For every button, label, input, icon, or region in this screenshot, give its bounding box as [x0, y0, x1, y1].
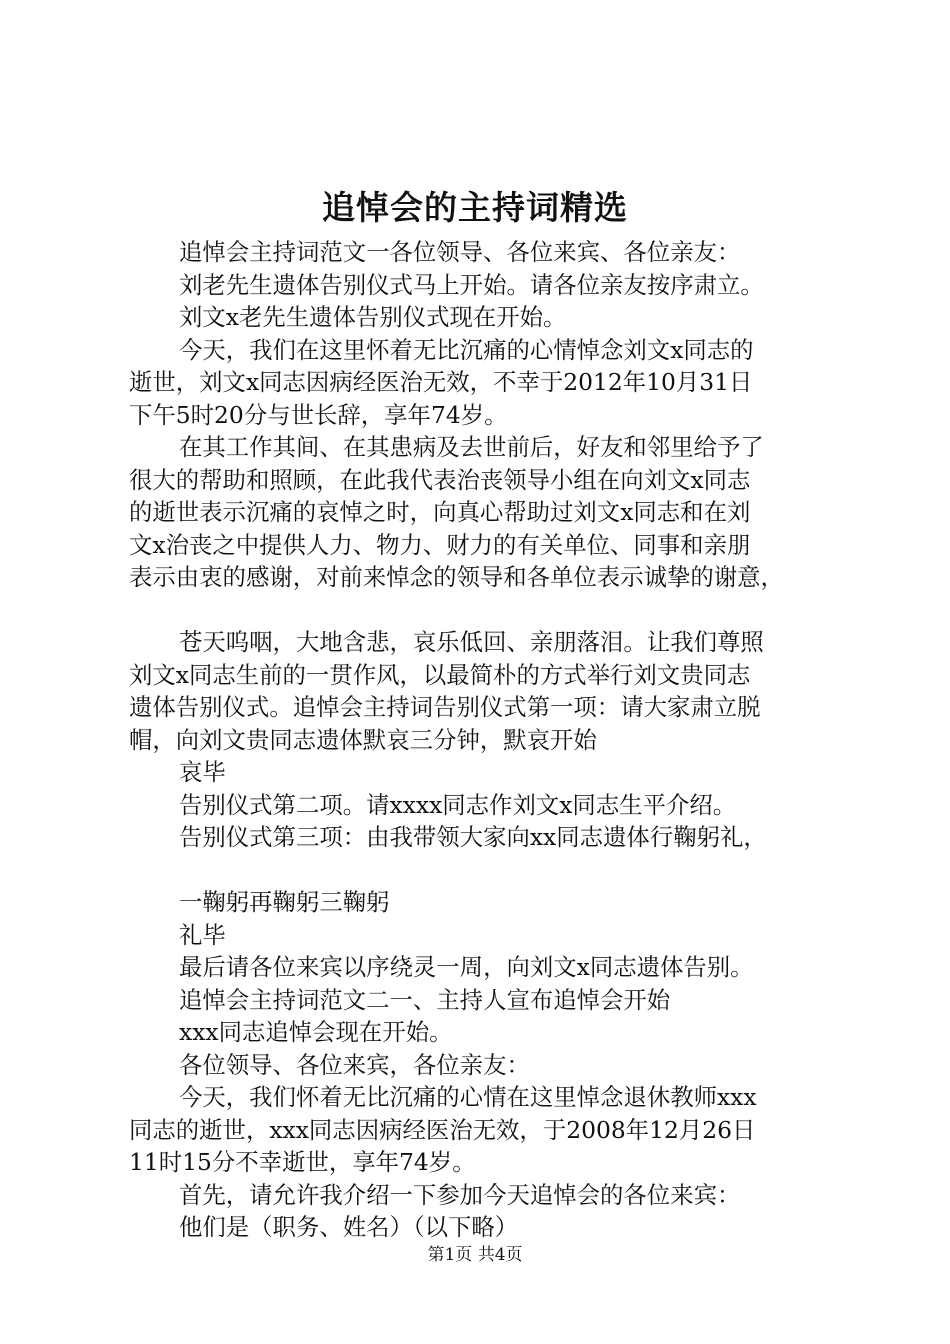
- document-body: [129, 236, 841, 1244]
- text-line: 哀毕: [179, 758, 226, 786]
- text-line: 同志的逝世，xxx同志因病经医治无效，于2008年12月26日: [129, 1115, 756, 1144]
- text-line: 下午5时20分与世长辞，享年74岁。: [129, 400, 508, 429]
- text-line: 文x治丧之中提供人力、物力、财力的有关单位、同事和亲朋: [129, 530, 751, 559]
- document-title: 追悼会的主持词精选: [322, 188, 628, 227]
- text-line: 帽，向刘文贵同志遗体默哀三分钟，默哀开始: [129, 725, 597, 754]
- text-line: xxx同志追悼会现在开始。: [179, 1018, 453, 1046]
- text-line: 今天，我们怀着无比沉痛的心情在这里悼念退休教师xxx: [179, 1083, 757, 1111]
- text-line: 表示由衷的感谢，对前来悼念的领导和各单位表示诚挚的谢意，: [129, 563, 784, 591]
- text-line: 逝世，刘文x同志因病经医治无效，不幸于2012年10月31日: [129, 368, 753, 396]
- text-line: 11时15分不幸逝世，享年74岁。: [129, 1148, 476, 1176]
- text-line: 的逝世表示沉痛的哀悼之时，向真心帮助过刘文x同志和在刘: [129, 498, 751, 526]
- text-line: 礼毕: [179, 920, 226, 949]
- page-number: 第1页 共4页: [427, 1245, 523, 1265]
- text-line: 各位领导、各位来宾，各位亲友：: [179, 1050, 530, 1079]
- text-line: 刘文x同志生前的一贯作风，以最简朴的方式举行刘文贵同志: [129, 660, 751, 689]
- text-line: 最后请各位来宾以序绕灵一周，向刘文x同志遗体告别。: [179, 953, 754, 981]
- blank-line: [129, 594, 841, 627]
- text-line: 今天，我们在这里怀着无比沉痛的心情悼念刘文x同志的: [179, 335, 754, 364]
- text-line: 首先，请允许我介绍一下参加今天追悼会的各位来宾：: [179, 1180, 741, 1209]
- text-line: 追悼会主持词范文二一、主持人宣布追悼会开始: [179, 985, 671, 1014]
- text-line: 追悼会主持词范文一各位领导、各位来宾、各位亲友：: [179, 238, 741, 266]
- blank-line: [129, 854, 841, 887]
- text-line: 告别仪式第二项。请xxxx同志作刘文x同志生平介绍。: [179, 790, 737, 819]
- text-line: 一鞠躬再鞠躬三鞠躬: [179, 888, 390, 916]
- text-line: 很大的帮助和照顾，在此我代表治丧领导小组在向刘文x同志: [129, 465, 751, 494]
- text-line: 刘文x老先生遗体告别仪式现在开始。: [179, 303, 567, 331]
- text-line: 刘老先生遗体告别仪式马上开始。请各位亲友按序肃立。: [179, 270, 764, 299]
- text-line: 遗体告别仪式。追悼会主持词告别仪式第一项：请大家肃立脱: [129, 693, 761, 721]
- text-line: 苍天呜咽，大地含悲，哀乐低回、亲朋落泪。让我们尊照: [179, 628, 764, 656]
- text-line: 在其工作其间、在其患病及去世前后，好友和邻里给予了: [179, 433, 764, 461]
- text-line: 他们是（职务、姓名）（以下略）: [179, 1213, 519, 1241]
- text-line: 告别仪式第三项：由我带领大家向xx同志遗体行鞠躬礼，: [179, 823, 767, 851]
